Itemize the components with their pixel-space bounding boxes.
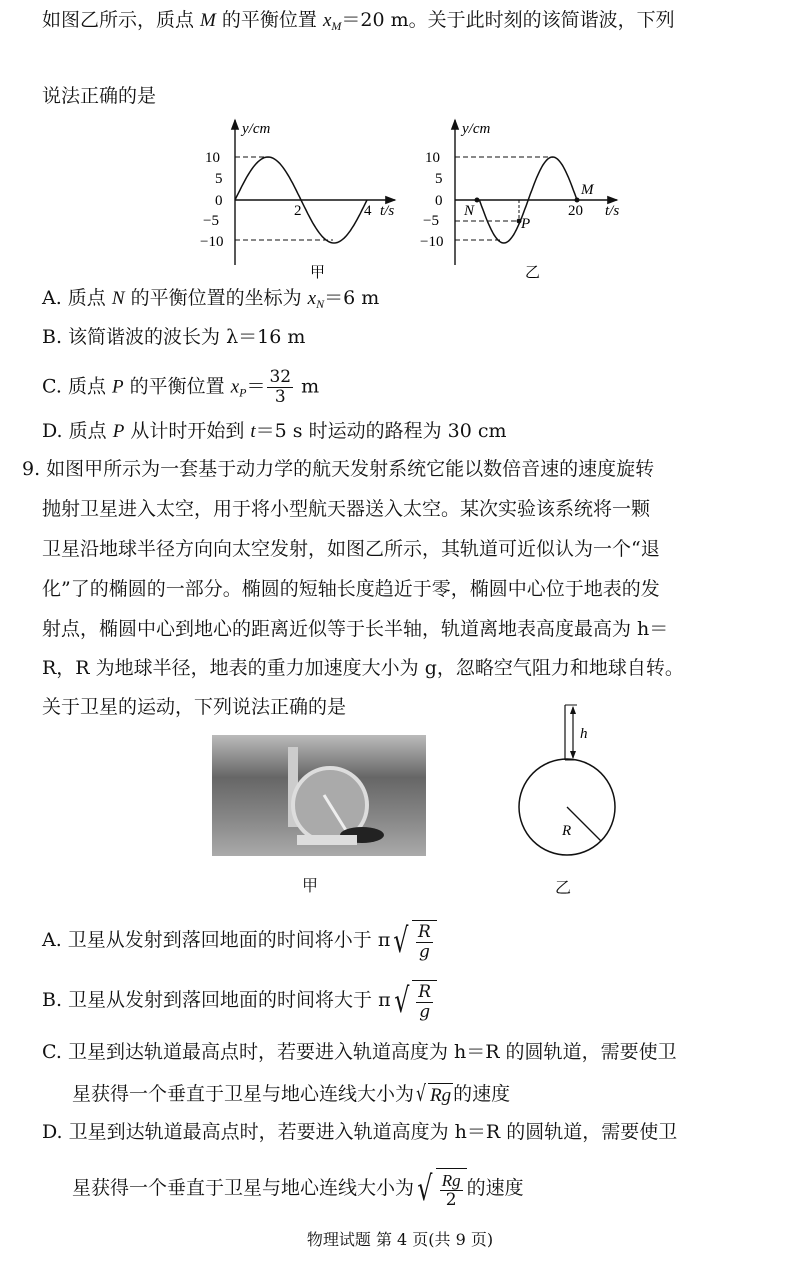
graph-jia-caption: 甲 — [310, 265, 326, 280]
svg-text:t/s: t/s — [380, 203, 395, 219]
q9-option-d: D. 卫星到达轨道最高点时，若要进入轨道高度为 h＝R 的圆轨道，需要使卫 — [42, 1121, 678, 1143]
point-M — [575, 198, 580, 203]
orbit-caption: 乙 — [555, 878, 572, 897]
q8-option-b: B. 该简谐波的波长为 λ＝16 m — [42, 326, 306, 348]
q9-option-a: A. 卫星从发射到落回地面的时间将小于 π √ $\frac{R}{g}$ — [42, 920, 437, 962]
svg-text:20: 20 — [568, 203, 583, 219]
svg-text:10: 10 — [425, 150, 440, 166]
q9-stem-line: 卫星沿地球半径方向向太空发射，如图乙所示，其轨道可近似认为一个“退 — [42, 538, 660, 560]
q9-stem-line: R，R 为地球半径，地表的重力加速度大小为 g，忽略空气阻力和地球自转。 — [42, 657, 684, 679]
svg-text:y/cm: y/cm — [462, 121, 491, 137]
q8-intro-line2: 说法正确的是 — [42, 85, 157, 107]
svg-text:−5: −5 — [203, 213, 219, 229]
graph-yi — [420, 115, 630, 280]
q8-option-a: A. 质点 N 的平衡位置的坐标为 $x_N=6$ m — [42, 287, 380, 311]
q8-intro-line1: 如图乙所示，质点 M 的平衡位置 $x_M=20$ m。关于此时刻的该简谐波，下列 — [42, 9, 675, 33]
q9-option-b: B. 卫星从发射到落回地面的时间将大于 π √ $\frac{R}{g}$ — [42, 980, 437, 1022]
svg-text:−10: −10 — [420, 234, 444, 250]
svg-text:M: M — [581, 182, 594, 198]
svg-text:0: 0 — [435, 193, 443, 209]
svg-text:−10: −10 — [200, 234, 224, 250]
q9-stem-line: 化”了的椭圆的一部分。椭圆的短轴长度趋近于零，椭圆中心位于地表的发 — [42, 578, 660, 600]
svg-text:2: 2 — [294, 203, 302, 219]
svg-text:y/cm: y/cm — [242, 121, 271, 137]
svg-text:5: 5 — [215, 171, 223, 187]
svg-text:10: 10 — [205, 150, 220, 166]
q9-stem-line: 射点，椭圆中心到地心的距离近似等于长半轴，轨道离地表高度最高为 h＝ — [42, 618, 669, 640]
point-N — [475, 198, 480, 203]
graph-jia — [200, 115, 400, 280]
svg-text:4: 4 — [364, 203, 372, 219]
launch-system-photo — [212, 735, 426, 856]
q9-stem-line: 9. 如图甲所示为一套基于动力学的航天发射系统它能以数倍音速的速度旋转 — [22, 458, 655, 480]
q9-option-c: C. 卫星到达轨道最高点时，若要进入轨道高度为 h＝R 的圆轨道，需要使卫 — [42, 1041, 677, 1063]
svg-text:P: P — [521, 216, 531, 232]
q9-option-c-line2: 星获得一个垂直于卫星与地心连线大小为 √ Rg 的速度 — [72, 1082, 511, 1107]
svg-text:N: N — [464, 203, 475, 219]
q9-option-d-line2: 星获得一个垂直于卫星与地心连线大小为 √ $\frac{Rg}{2}$ 的速度 — [72, 1169, 524, 1210]
page-footer: 物理试题 第 4 页(共 9 页) — [306, 1230, 494, 1249]
svg-text:R: R — [562, 823, 572, 839]
photo-caption: 甲 — [302, 876, 319, 895]
orbit-diagram — [510, 700, 630, 870]
graph-yi-caption: 乙 — [525, 265, 541, 280]
svg-text:t/s: t/s — [605, 203, 620, 219]
svg-text:0: 0 — [215, 193, 223, 209]
svg-text:h: h — [580, 726, 588, 742]
q9-stem-line: 抛射卫星进入太空，用于将小型航天器送入太空。某次实验该系统将一颗 — [42, 498, 651, 520]
q9-stem-line: 关于卫星的运动，下列说法正确的是 — [42, 696, 347, 718]
svg-text:5: 5 — [435, 171, 443, 187]
q8-option-d: D. 质点 P 从计时开始到 t＝5 s 时运动的路程为 30 cm — [42, 420, 507, 442]
q8-option-c: C. 质点 P 的平衡位置 $x_P=$ $\frac{32}{3}$ m — [42, 367, 320, 407]
svg-text:−5: −5 — [423, 213, 439, 229]
